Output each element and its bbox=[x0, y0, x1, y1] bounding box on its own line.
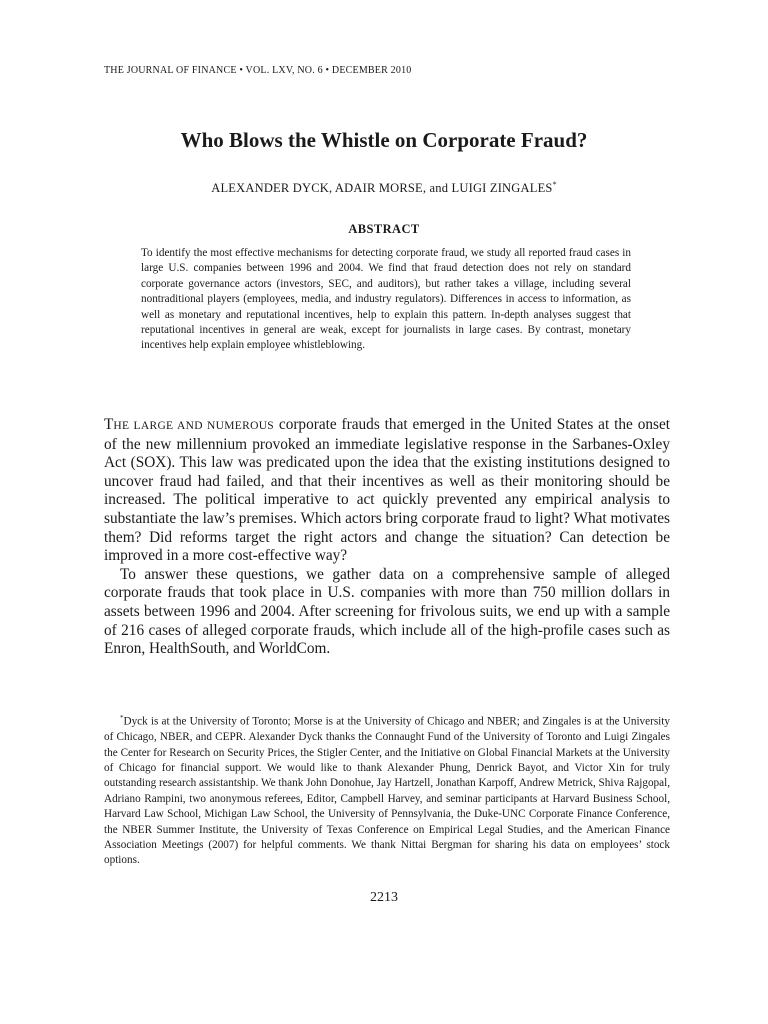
abstract-text: To identify the most effective mechanisms for detecting corporate fraud, we study all reported fraud cases in large U.S. companies between 1996 and 2004. We find that fraud detection does not rely on standard corporate governance actors (investors, SEC, and auditors), but rather takes a village, including several nontraditional players (employees, media, and industry regulators). Differences in access to information, as well as monetary and reputational incentives, help to explain this pattern. In-depth analyses suggest that reputational incentives in general are weak, except for journalists in large cases. By contrast, monetary incentives help explain employee whistleblowing. bbox=[141, 247, 631, 352]
body-paragraph-1-text: corporate frauds that emerged in the United States at the onset of the new millennium provoked an immediate legislative response in the Sarbanes-Oxley Act (SOX). This law was predicated upon the idea that the existing institutions designed to uncover fraud had failed, and that their incentives as well as their monitoring should be increased. The political imperative to act quickly prevented any empirical analysis to substantiate the law’s premises. Which actors bring corporate fraud to light? What motivates them? Did reforms target the right actors and change the situation? Can detection be improved in a more cost-effective way? bbox=[104, 416, 670, 565]
body-paragraph-1 bbox=[104, 416, 670, 566]
author-line bbox=[0, 180, 768, 196]
running-head: THE JOURNAL OF FINANCE • VOL. LXV, NO. 6 • DECEMBER 2010 bbox=[104, 65, 412, 76]
article-title: Who Blows the Whistle on Corporate Fraud? bbox=[180, 128, 588, 152]
abstract-heading: ABSTRACT bbox=[348, 222, 420, 236]
footnote-marker: * bbox=[120, 714, 124, 722]
small-caps-lead: THE LARGE AND NUMEROUS bbox=[104, 416, 274, 433]
footnote-text: Dyck is at the University of Toronto; Morse is at the University of Chicago and NBER; and Zingales is at the University of Chicago, NBER, and CEPR. Alexander Dyck thanks the Connaught Fund of the University of Toronto and Luigi Zingales the Center for Research on Security Prices, the Stigler Center, and the Initiative on Global Financial Markets at the University of Chicago for financial support. We would like to thank Alexander Phung, Denrick Bayot, and Victor Xin for truly outstanding research assistantship. We thank John Donohue, Jay Hartzell, Jonathan Karpoff, Andrew Metrick, Shiva Rajgopal, Adriano Rampini, two anonymous referees, Editor, Campbell Harvey, and seminar participants at Harvard Business School, Harvard Law School, Michigan Law School, the University of Pennsylvania, the Duke-UNC Corporate Finance Conference, the NBER Summer Institute, the University of Texas Conference on Empirical Legal Studies, and the American Finance Association Meetings (2007) for helpful comments. We thank Nittai Bergman for sharing his data on employees’ stock options. bbox=[104, 715, 671, 867]
body-paragraph-2: To answer these questions, we gather data on a comprehensive sample of alleged corporate frauds that took place in U.S. companies with more than 750 million dollars in assets between 1996 and 2004. After screening for frivolous suits, we end up with a sample of 216 cases of alleged corporate frauds, which include all of the high-profile cases such as Enron, HealthSouth, and WorldCom. bbox=[104, 565, 670, 658]
author-note-marker: * bbox=[552, 180, 557, 189]
body-text bbox=[104, 416, 670, 659]
author-names: ALEXANDER DYCK, ADAIR MORSE, and LUIGI ZINGALES bbox=[211, 181, 553, 196]
footnote bbox=[104, 711, 670, 869]
page-number: 2213 bbox=[370, 890, 398, 905]
